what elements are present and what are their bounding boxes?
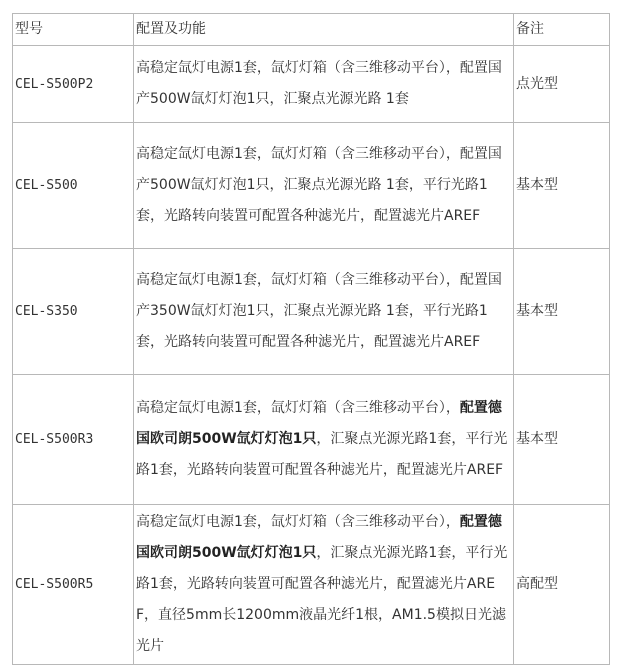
header-config: 配置及功能 <box>134 14 514 46</box>
header-model: 型号 <box>13 14 134 46</box>
config-cell: 高稳定氙灯电源1套，氙灯灯箱（含三维移动平台），配置国产500W氙灯灯泡1只，汇聚点光源光路 1套 <box>134 46 514 123</box>
note-cell: 基本型 <box>514 375 610 505</box>
model-cell: CEL-S500R3 <box>13 375 134 505</box>
note-cell: 点光型 <box>514 46 610 123</box>
model-cell: CEL-S350 <box>13 249 134 375</box>
config-text: 高稳定氙灯电源1套，氙灯灯箱（含三维移动平台）， <box>136 400 460 416</box>
table-row <box>13 249 610 375</box>
config-highlight: 配置德国欧司朗500W氙灯灯泡1只 <box>136 400 502 447</box>
model-cell: CEL-S500R5 <box>13 505 134 665</box>
note-cell: 基本型 <box>514 249 610 375</box>
spec-table <box>12 13 610 665</box>
table-row <box>13 46 610 123</box>
note-cell: 基本型 <box>514 123 610 249</box>
config-cell <box>134 505 514 665</box>
note-cell: 高配型 <box>514 505 610 665</box>
config-cell: 高稳定氙灯电源1套，氙灯灯箱（含三维移动平台），配置国产350W氙灯灯泡1只，汇聚点光源光路 1套，平行光路1套，光路转向装置可配置各种滤光片，配置滤光片AREF <box>134 249 514 375</box>
config-highlight: 配置德国欧司朗500W氙灯灯泡1只 <box>136 514 502 561</box>
model-cell: CEL-S500 <box>13 123 134 249</box>
config-text: ，汇聚点光源光路1套，平行光路1套，光路转向装置可配置各种滤光片，配置滤光片AREF，直径5mm长1200mm液晶光纤1根，AM1.5模拟日光滤光片 <box>136 545 508 654</box>
header-row <box>13 14 610 46</box>
table-row <box>13 505 610 665</box>
model-cell: CEL-S500P2 <box>13 46 134 123</box>
config-cell: 高稳定氙灯电源1套，氙灯灯箱（含三维移动平台），配置国产500W氙灯灯泡1只，汇聚点光源光路 1套，平行光路1套，光路转向装置可配置各种滤光片，配置滤光片AREF <box>134 123 514 249</box>
header-note: 备注 <box>514 14 610 46</box>
table-row <box>13 123 610 249</box>
config-text: ，汇聚点光源光路1套，平行光路1套，光路转向装置可配置各种滤光片，配置滤光片AREF <box>136 431 508 478</box>
table-row <box>13 375 610 505</box>
config-text: 高稳定氙灯电源1套，氙灯灯箱（含三维移动平台）， <box>136 514 460 530</box>
config-cell <box>134 375 514 505</box>
